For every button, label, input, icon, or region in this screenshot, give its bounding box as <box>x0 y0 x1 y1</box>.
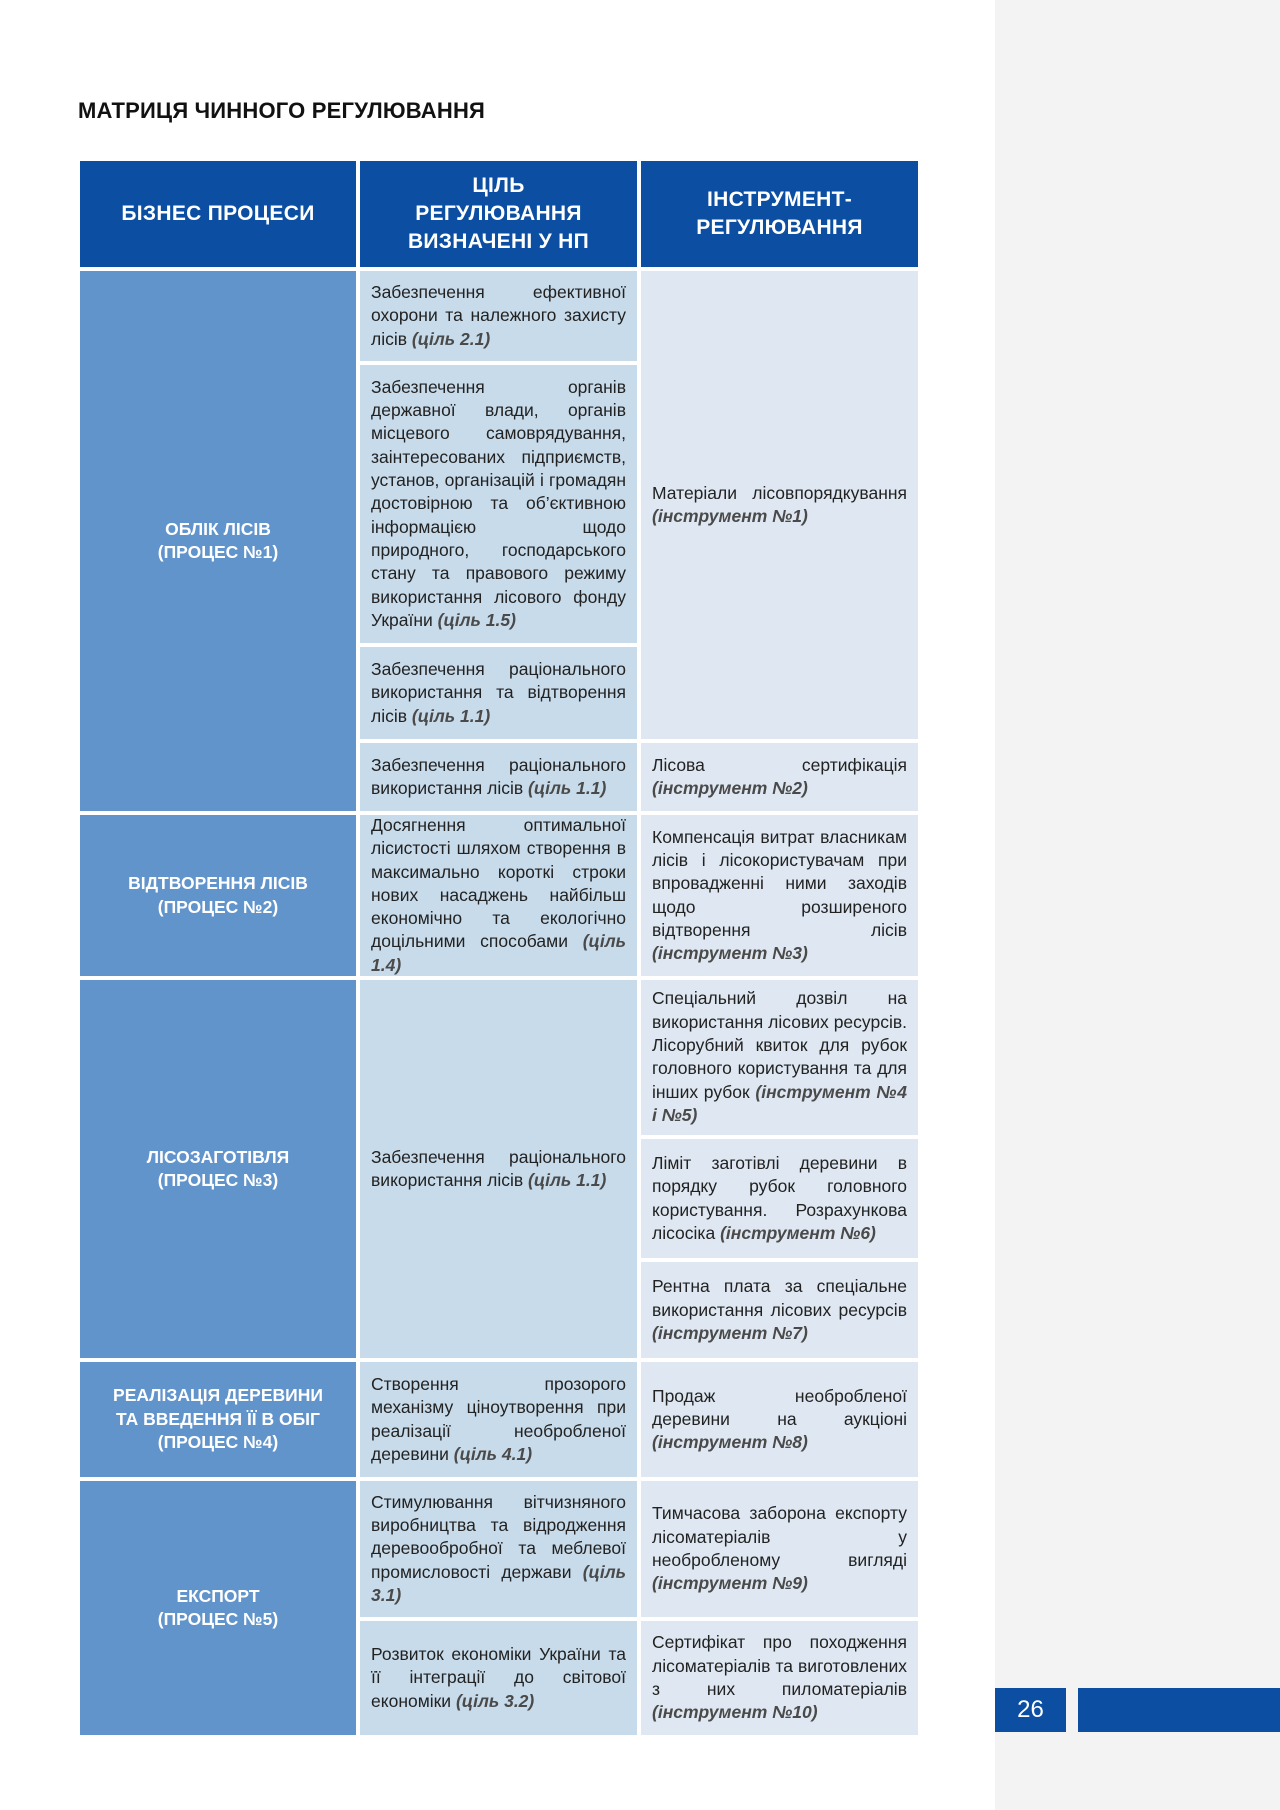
goal-ref: (ціль 4.1) <box>453 1443 533 1464</box>
process-cell <box>80 271 356 811</box>
instrument-cell <box>641 815 918 976</box>
goal-ref: (ціль 3.1) <box>371 1561 626 1605</box>
instrument-cell <box>641 271 918 739</box>
instrument-cell <box>641 980 918 1135</box>
goal-cell <box>360 1481 637 1617</box>
process-code: (ПРОЦЕС №3) <box>157 1170 279 1190</box>
goal-cell <box>360 365 637 643</box>
instrument-ref: (інструмент №8) <box>652 1432 808 1453</box>
side-panel <box>995 0 1280 1810</box>
instrument-cell <box>641 1139 918 1259</box>
regulation-matrix-table <box>80 161 918 1735</box>
goal-text: Забезпечення раціонального використання та відтворення лісів <box>371 659 626 726</box>
instrument-ref: (інструмент №1) <box>652 506 808 526</box>
goal-ref: (ціль 1.1) <box>528 1170 607 1190</box>
instrument-ref: (інструмент №4 і №5) <box>652 1081 908 1125</box>
instrument-text: Рентна плата за спеціальне використання лісових ресурсів <box>652 1276 907 1320</box>
process-name: ЛІСОЗАГОТІВЛЯ <box>146 1146 290 1167</box>
goal-cell <box>360 271 637 361</box>
instrument-ref: (інструмент №7) <box>652 1322 808 1343</box>
goal-text: Створення прозорого механізму ціноутворення при реалізації необробленої деревини <box>371 1373 626 1464</box>
goal-ref: (ціль 1.1) <box>528 778 607 798</box>
goal-ref: (ціль 2.1) <box>411 328 491 349</box>
page-number: 26 <box>995 1688 1066 1732</box>
goal-cell <box>360 743 637 811</box>
process-code: (ПРОЦЕС №1) <box>157 542 279 562</box>
page-footer-bar <box>1078 1688 1280 1732</box>
process-name: РЕАЛІЗАЦІЯ ДЕРЕВИНИ ТА ВВЕДЕННЯ ЇЇ В ОБІГ <box>113 1385 323 1429</box>
goal-cell <box>360 1621 637 1735</box>
instrument-text: Тимчасова заборона експорту лісоматеріалів у необробленому вигляді <box>652 1503 907 1570</box>
process-code: (ПРОЦЕС №4) <box>157 1432 279 1453</box>
header-business-processes: БІЗНЕС ПРОЦЕСИ <box>80 161 356 267</box>
header-regulation-instrument: ІНСТРУМЕНТ-РЕГУЛЮВАННЯ <box>641 161 918 267</box>
instrument-text: Ліміт заготівлі деревини в порядку рубок головного користування. Розрахункова лісосіка <box>652 1152 907 1243</box>
goal-ref: (ціль 3.2) <box>455 1690 535 1711</box>
process-name: ВІДТВОРЕННЯ ЛІСІВ <box>128 873 308 893</box>
instrument-ref: (інструмент №3) <box>652 943 808 964</box>
process-cell <box>80 980 356 1358</box>
instrument-cell <box>641 1621 918 1735</box>
goal-ref: (ціль 1.4) <box>371 931 626 975</box>
process-name: ЕКСПОРТ <box>176 1585 260 1606</box>
instrument-stack <box>641 980 918 1358</box>
goal-cell <box>360 647 637 739</box>
goal-cell <box>360 980 637 1358</box>
instrument-ref: (інструмент №9) <box>652 1573 808 1594</box>
instrument-text: Лісова сертифікація <box>652 754 907 775</box>
instrument-text: Сертифікат про походження лісоматеріалів та виготовлених з них пиломатеріалів <box>652 1632 907 1699</box>
instrument-ref: (інструмент №6) <box>720 1222 876 1243</box>
instrument-text: Продаж необробленої деревини на аукціоні <box>652 1385 907 1429</box>
goal-ref: (ціль 1.1) <box>411 705 491 726</box>
goal-text: Досягнення оптимальної лісистості шляхом створення в максимально короткі строки нових насаджень найбільш економічно та екологічно доцільними способами <box>371 814 626 952</box>
instrument-cell <box>641 1362 918 1477</box>
goal-cell <box>360 815 637 976</box>
goal-stack <box>360 1481 637 1735</box>
goal-text: Забезпечення ефективної охорони та належного захисту лісів <box>371 282 626 349</box>
goal-text: Забезпечення органів державної влади, органів місцевого самоврядування, заінтересованих підприємств, установ, організацій і громадян достовірною та об’єктивною інформацією щодо природного, господарського стану та правового режиму використання лісового фонду України <box>371 376 626 630</box>
process-name: ОБЛІК ЛІСІВ <box>165 518 271 539</box>
instrument-cell <box>641 1481 918 1617</box>
instrument-ref: (інструмент №10) <box>652 1702 818 1723</box>
goal-text: Забезпечення раціонального використання лісів <box>371 1146 626 1190</box>
instrument-cell <box>641 1262 918 1358</box>
goal-text: Забезпечення раціонального використання лісів <box>371 754 626 798</box>
instrument-ref: (інструмент №2) <box>652 778 808 798</box>
instrument-text: Спеціальний дозвіл на використання лісових ресурсів. Лісорубний квиток для рубок головного користування та для інших рубок <box>652 988 907 1102</box>
process-code: (ПРОЦЕС №5) <box>157 1609 279 1629</box>
process-code: (ПРОЦЕС №2) <box>157 896 279 917</box>
instrument-cell <box>641 743 918 811</box>
process-cell <box>80 1481 356 1735</box>
goal-cell <box>360 1362 637 1477</box>
header-regulation-goal: ЦІЛЬ РЕГУЛЮВАННЯ ВИЗНАЧЕНІ У НП <box>360 161 637 267</box>
instrument-text: Компенсація витрат власникам лісів і лісокористувачам при впровадженні ними заходів щодо розширеного відтворення лісів <box>652 826 907 940</box>
instrument-text: Матеріали лісовпорядкування <box>652 482 907 503</box>
instrument-stack <box>641 1481 918 1735</box>
goal-text: Розвиток економіки України та її інтеграції до світової економіки <box>371 1644 626 1711</box>
goal-text: Стимулювання вітчизняного виробництва та відродження деревообробної та меблевої промисловості держави <box>371 1491 626 1582</box>
goal-ref: (ціль 1.5) <box>437 609 516 630</box>
page-title: МАТРИЦЯ ЧИННОГО РЕГУЛЮВАННЯ <box>78 98 486 123</box>
process-cell <box>80 815 356 976</box>
process-cell <box>80 1362 356 1477</box>
